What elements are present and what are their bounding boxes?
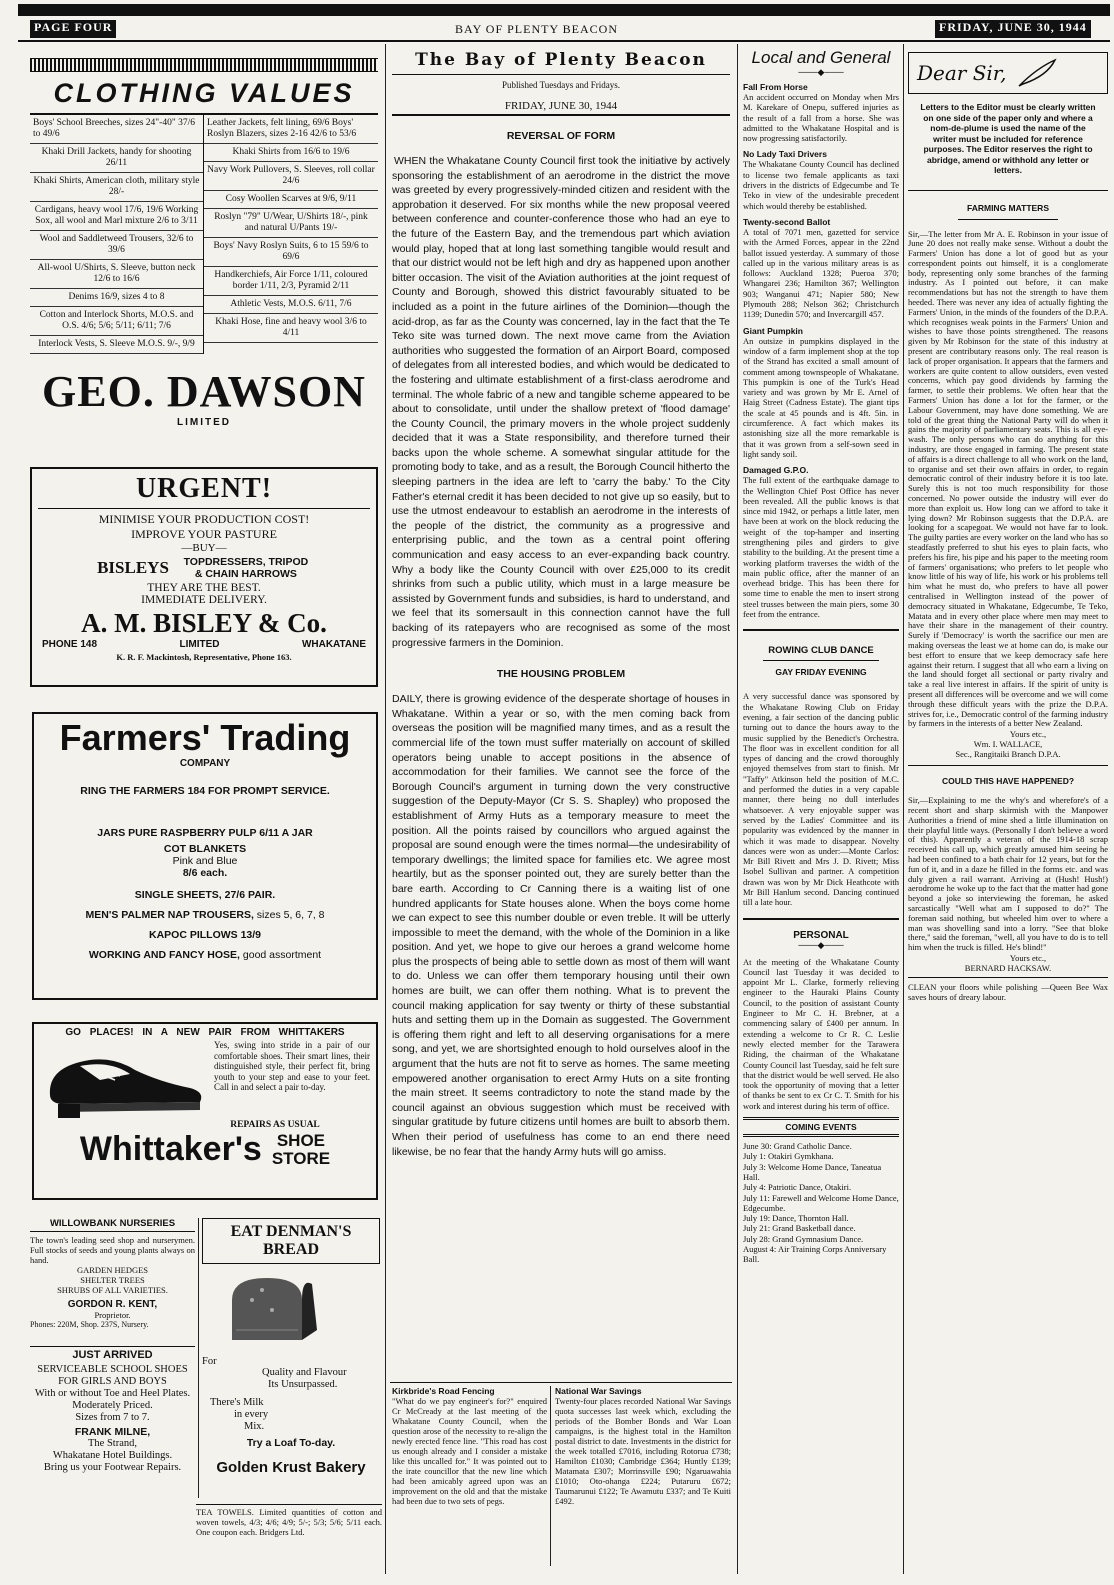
clothing-item: Leather Jackets, felt lining, 69/6 Boys' Roslyn Blazers, sizes 2-16 42/6 to 53/6: [204, 115, 378, 144]
ad-line: Its Unsurpassed.: [268, 1379, 338, 1390]
bread-loaf-icon: [222, 1270, 322, 1352]
ad-line: THEY ARE THE BEST.: [147, 582, 261, 594]
dear-sir-logo: [908, 52, 1108, 94]
ad-line: Moderately Priced.: [72, 1400, 153, 1411]
clothing-item: Cosy Woollen Scarves at 9/6, 9/11: [204, 191, 378, 209]
clothing-item: Khaki Shirts, American cloth, military style 28/-: [30, 173, 203, 202]
publication-note: Published Tuesdays and Fridays.: [501, 80, 620, 90]
ad-line: WORKING AND FANCY HOSE,: [88, 949, 240, 961]
signature: Sec., Rangitaiki Branch D.P.A.: [955, 749, 1061, 760]
ad-line: MINIMISE YOUR PRODUCTION COST!: [98, 512, 310, 526]
column-rule: [737, 44, 738, 1574]
article-headline: ROWING CLUB DANCE: [768, 645, 874, 657]
clothing-item: Khaki Drill Jackets, handy for shooting 26/11: [30, 144, 203, 173]
column-rule: [385, 44, 386, 1574]
article-body: A very successful dance was sponsored by the Whakatane Rowing Club on Friday evening, a fair section of the dancing public turning out to dance the hours away to the music supplied by the Benedict's Orchestra. The floor was in excellent condition for all types of dancing and the crowd thoroughly enjoyed themselves from start to finish. Mr "Taffy" Atkinson held the position of M.C. and performed the duties in a very capable manner, there being no dull interludes whatsoever. A very enjoyable supper was served by the Ladies' Committee and its popularity was evidenced by the manner in which it was made to disappear. Novelty dances were won as under:—Monte Carlos: Mr Bill Rivett and Mrs J. D. Rivett; Miss Isobel Sullivan and partner. A competition drawn was won by Mr Dick Heathcote with Mr Bill Hanlum second. Dancing continued till a late hour.: [743, 691, 899, 908]
ad-line: Sizes from 7 to 7.: [75, 1412, 150, 1423]
article-body: An outsize in pumpkins displayed in the window of a farm implement shop at the top of the Strand has excited a small amount of comment among townspeople of Whakatane. This pumpkin is one of the Turk's Head variety and was grown by Mr E. Arnel of Haig Street (Cadness Estate). The giant tips the scale at 45 pounds and is 4ft. 5in. in circumference. A fact which makes its astonishing size all the more remarkable is that it was grown from a self-sown seed in light sandy soil.: [743, 335, 899, 459]
tea-towels-ad: [196, 1504, 382, 1564]
ad-line: WHAKATANE: [301, 639, 366, 650]
ad-line: SHOE: [276, 1130, 326, 1150]
ad-line: JARS PURE RASPBERRY PULP 6/11 A JAR: [97, 827, 313, 839]
article-headline: Twenty-second Ballot: [743, 216, 831, 227]
article-subhead: GAY FRIDAY EVENING: [775, 667, 867, 678]
phone: PHONE 148: [42, 639, 98, 650]
ad-line: in every: [234, 1409, 269, 1420]
ad-line: 8/6 each.: [182, 867, 228, 879]
article-headline: COMING EVENTS: [785, 1122, 857, 1133]
representative: K. R. F. Mackintosh, Representative, Phone 163.: [116, 652, 292, 662]
denman-bread-ad: [202, 1218, 380, 1498]
section-title: Local and General: [751, 48, 891, 67]
letter-body: Sir,—Explaining to me the why's and wherefore's of a recent short and sharp skirmish with the Manpower Authorities a friend of mine shed a little illumination on their playful little ways. (Personally I don't believe a word of this). Apparently a veteran of the 1914-18 scrap received his call up, which greatly amused him seeing he had been confined to a bath chair for 12 years, but for the fun of it, and in a daze he filled in the forms etc. and was duly given a rail warrant. Arriving at (Hush! Hush!) aerodrome he woke up to the fact that the matter had gone beyond a joke so interviewing the foreman, he asked sarcastically "Well what am I supposed to do?" The foreman said nothing, but wheeled him over to where a man was shovelling sand into a lorry. "See that bloke there," said the foreman, "well, all you have to do is to tell him when the truck is filled. He's blind!": [908, 795, 1108, 953]
divider-ornament: ───◆───: [798, 67, 844, 77]
signature: Yours etc.,: [1009, 729, 1047, 740]
small-ad: CLEAN your floors while polishing —Queen Bee Wax saves hours of dreary labour.: [908, 981, 1108, 1002]
event-item: July 28: Grand Gymnasium Dance.: [743, 1233, 864, 1244]
letters-column: [908, 52, 1108, 1582]
article-body: The full extent of the earthquake damage to the Wellington Chief Post Office has never been revealed. All the public knows is that since mid 1942, or perhaps a little later, men have been at work on the block reducing the weight of the top-hamper and inserting strengthening piles and girders to give stability to the building. At the present time a working platform traverses the width of the main public office, after the manner of an overhead bridge. This has been there for some time to enable the men to insert strong steel trusses between the main piers, some 30 feet from the entrance.: [743, 475, 899, 620]
firm-name: A. M. BISLEY & Co.: [81, 608, 327, 638]
clothing-item: Cotton and Interlock Shorts, M.O.S. and O.S. 4/6; 5/6; 5/11; 6/11; 7/6: [30, 307, 203, 336]
event-item: July 11: Farewell and Welcome Home Dance, Edgecumbe.: [743, 1192, 899, 1213]
ad-line: The Strand,: [88, 1438, 137, 1449]
clothing-item: All-wool U/Shirts, S. Sleeve, button neck 12/6 to 16/6: [30, 260, 203, 289]
ad-title: WILLOWBANK NURSERIES: [30, 1218, 195, 1232]
ad-line: good assortment: [242, 949, 322, 961]
event-item: July 21: Grand Basketball dance.: [743, 1223, 856, 1234]
ad-line: With or without Toe and Heel Plates.: [34, 1388, 191, 1399]
clothing-item: Cardigans, heavy wool 17/6, 19/6 Working Sox, all wool and Marl mixture 2/6 to 3/11: [30, 202, 203, 231]
store-sub: LIMITED: [177, 417, 231, 428]
editorial-column: [392, 50, 730, 1350]
ad-line: Mix.: [244, 1421, 265, 1432]
ad-line: LIMITED: [179, 639, 220, 650]
ad-line: COT BLANKETS: [163, 843, 247, 855]
article-body: Twenty-four places recorded National War Savings quota successes last week which, excluding the periods of the Bomber Bonds and War Loan campaigns, is the highest total in the Hamilton postal district to date. Investments in the district for the week totalled £7016, including Rotorua £738; Hamilton £1030; Cambridge £364; Huntly £139; Matamata £307; Morrinsville £90; Ngaruawahia £1010; Oto-ohanga £224; Putaruru £672; Taumarunui £122; Te Awamutu £337; and Te Kuiti £492.: [555, 1396, 731, 1506]
event-item: July 3: Welcome Home Dance, Taneatua Hall.: [743, 1161, 882, 1182]
store-name: Whittaker's: [79, 1130, 262, 1168]
ad-line: Whakatane Hotel Buildings.: [52, 1450, 173, 1461]
ad-body: TEA TOWELS. Limited quantities of cotton and woven towels, 4/3; 4/6; 4/9; 5/-; 5/3; 5/6; 5/11 each. One coupon each. Bridgers Ltd.: [196, 1507, 382, 1537]
column-rule: [550, 1386, 551, 1566]
article-headline: REVERSAL OF FORM: [506, 130, 616, 142]
article-body: WHEN the Whakatane County Council first took the initiative by actively sponsoring the establishment of an aerodrome in the district the move was greeted by every progressively-minded citizen and resident with the approbation it deserved. For six months while the new proposal veered between conference and counter-conference those who had an eye to the future of the Eastern Bay, and the tremendous part which aviation would play, hoped that at long last something tangible would result and that our district would not be left high and dry as happened upon another bitter occasion. The visit of the Aviation authorities at the joint request of County and Borough, showed this district favourably situated to be included as a point in the future airlines of the Dominion—though the acid-drop, as far as the County was concerned, lay in the fact that the Te Teko site was turned down. The next move came from the Aviation authorities who suggested the formation of an Airport Board, composed of delegates from all interested bodies, and which would be dedicated to the fostering and ultimate establishment of a first-class aerodrome and terminal. The whole fabric of a new and tangible scheme appeared to be about to consolidate, until under the shallow pretext of 'flood damage' the County Council, the primary movers in the whole project suddenly decided that it was a State responsibility, and therefore turned their backs upon the whole scheme. A somewhat singular attitude for the promoting body to take, and as a result, the Borough Council hitherto the sleeping partners in the idea are left to 'carry the baby.' To the City Father's eternal credit it has been decided to not give up so easily, but to use the utmost endeavour to establish an aerodrome in the interests of the people of the district, the community as a progressive and enterprising public, and the town as a central point offering communication and easy access to an ever-expanding back country. Why a body like the County Council with over £25,000 to its credit shrinks from such a public utility, which must in a large measure be assisted by Government funds and subsidies, is hard to understand, and we feel that its somersault in this connection cannot have the full backing of its ratepayers who are recognised as some of the most progressive farmers in the Dominion.: [392, 155, 730, 649]
ad-line: Bring us your Footwear Repairs.: [43, 1462, 182, 1473]
masthead-rule: [18, 40, 1110, 42]
ad-title: URGENT!: [135, 473, 273, 504]
proprietor-name: GORDON R. KENT,: [67, 1299, 158, 1310]
ad-line: STORE: [271, 1148, 331, 1168]
clothing-item: Interlock Vests, S. Sleeve M.O.S. 9/-, 9/9: [30, 336, 203, 354]
issue-date: FRIDAY, JUNE 30, 1944: [935, 20, 1091, 38]
section-rule: [390, 1382, 732, 1383]
signature: Wm. I. WALLACE,: [973, 739, 1043, 750]
article-headline: PERSONAL: [793, 929, 849, 941]
events-list: [743, 1141, 899, 1265]
clothing-item: Handkerchiefs, Air Force 1/11, coloured border 1/11, 2/3, Pyramid 2/11: [204, 267, 378, 296]
clothing-item: Athletic Vests, M.O.S. 6/11, 7/6: [204, 296, 378, 314]
ad-title: CLOTHING VALUES: [53, 78, 355, 108]
ad-line: KAPOC PILLOWS 13/9: [148, 929, 262, 941]
ad-line: MEN'S PALMER NAP TROUSERS,: [85, 909, 254, 921]
article-headline: Giant Pumpkin: [743, 325, 803, 336]
signature: BERNARD HACKSAW.: [964, 962, 1052, 973]
war-savings-article: [555, 1386, 731, 1564]
ad-line: Try a Loaf To-day.: [246, 1437, 336, 1449]
event-item: July 4: Patriotic Dance, Otakiri.: [743, 1182, 852, 1193]
bakery-name: Golden Krust Bakery: [216, 1459, 366, 1476]
ad-title: GO PLACES! IN A NEW PAIR FROM WHITTAKERS: [65, 1027, 345, 1038]
ad-title: EAT DENMAN'S BREAD: [202, 1218, 380, 1264]
ad-line: SHRUBS OF ALL VARIETIES.: [57, 1285, 168, 1295]
shoe-icon: [40, 1040, 210, 1120]
event-item: July 1: Otakiri Gymkhana.: [743, 1151, 834, 1162]
local-general-column: Local and General ───◆─── Fall From Horse An accident occurred on Monday when Mrs M. Karekare of Onepu, suffered injuries as the result of a fall from a horse. She was admitted to the Whakatane Hospital and is now progressing satisfactorily. No Lady Taxi Drivers The Whakatane County Council has declined to license two female applicants as taxi drivers in the districts of Edgecumbe and Te Teko in view of the undesirable precedent which would thereby be established. Twenty-second Ballot A total of 7071 men, gazetted for service with the Armed Forces, appear in the 22nd ballot issued yesterday. A summary of those called up in the various military areas is as follows: Auckland 1328; Pueroa 370; Whangarei 236; Hamilton 367; Wellington 903; Wanganui 471; Napier 580; New Plymouth 288; Nelson 362; Christchurch 1139; Dunedin 570; and Invercargill 457. Giant Pumpkin An outsize in pumpkins displayed in the window of a farm implement shop at the top of the Strand has excited a small amount of comment among townspeople of Whakatane. This pumpkin is one of the Turk's Head variety and was grown by Mr E. Arnel of Haig Street (Cadness Estate). The giant tips the scale at 45 pounds and is 4ft. 5in. in circumference. A fact which makes its astonishing size all the more remarkable is that it was grown from a self-sown seed in light sandy soil. Damaged G.P.O. The full extent of the earthquake damage to the Wellington Chief Post Office has never been revealed. All the public knows is that since mid 1942, or perhaps a little later, men have been at work on the block reducing the weight of the top-hamper and inserting strengthening piles and girders to give stability to the building. At the present time a working platform traverses the width of the main public office, after the manner of an overhead bridge. This has been there for some time to enable the men to insert strong steel trusses between the main piers, some 30 feet from the entrance. ROWING CLUB DANCE GAY FRIDAY EVENING A very successful dance was sponsored by the Whakatane Rowing Club on Friday evening, a fair section of the dancing public turning out to dance the hours away to the music supplied by the Benedict's Orchestra. The floor was in excellent condition for all types of dancing and the crowd thoroughly enjoyed themselves from start to finish. Mr "Taffy" Atkinson held the position of M.C. and performed the duties in a very capable manner, there being no dull interludes whatsoever. A very enjoyable supper was served by the Ladies' Committee and its popularity was evidenced by the manner in which it was made to disappear. Novelty dances were won as under:—Monte Carlos: Mr Bill Rivett and Mrs J. D. Rivett; Miss Isobel Sullivan and partner. A competition drawn was won by Mr Dick Heathcote with Mr Bill Hanlum second. Dancing continued till a late hour. PERSONAL ───◆─── At the meeting of the Whakatane County Council last Tuesday it was decided to appoint Mr L. Clarke, formerly relieving engineer to the Hauraki Plains County Council, to the position of assistant County Engineer to Mr C. H. Brebner, at a commencing salary of £400 per annum. In extending a welcome to Cr R. C. Leslie newly elected member for the Tarawera Riding, the chairman of the Whakatane County Council last Tuesday, said he felt sure that the district would be well served. He also took the opportunity of moving that a letter of thanks be sent to ex Cr C. T. Smith for his work and interest during his term of office. COMING EVENTS June 30: Grand Catholic Dance. July 1: Otakiri Gymkhana. July 3: Welcome Home Dance, Taneatua Hall. July 4: Patriotic Dance, Otakiri. July 11: Farewell and Welcome Home Dance, Edgecumbe. July 19: Dance, Thornton Hall. July 21: Grand Basketball dance. July 28: Grand Gymnasium Dance. August 4: Air Training Corps Anniversary Ball.: [743, 48, 899, 1265]
ad-line: TOPDRESSERS, TRIPOD & CHAIN HARROWS: [183, 556, 309, 580]
farmers-trading-ad: [32, 712, 378, 1002]
logo-text: Dear Sir,: [917, 61, 1007, 85]
article-headline: National War Savings: [555, 1386, 642, 1396]
letters-note: Letters to the Editor must be clearly written on one side of the paper only and where a nom-de-plume is used the name of the writer must be included for reference purposes. The Editor reserves the right to abridge, amend or withhold any letter or letters.: [920, 102, 1096, 175]
ad-title: JUST ARRIVED: [72, 1349, 153, 1361]
ad-line: SERVICEABLE SCHOOL SHOES FOR GIRLS AND BOYS: [37, 1364, 188, 1387]
brand-name: BISLEYS: [97, 558, 169, 577]
whittakers-ad: [32, 1022, 378, 1202]
ad-line: SINGLE SHEETS, 27/6 PAIR.: [134, 889, 276, 901]
signature: Yours etc.,: [1009, 952, 1047, 963]
clothing-item: Khaki Hose, fine and heavy wool 3/6 to 4/11: [204, 314, 378, 343]
ad-line: IMMEDIATE DELIVERY.: [141, 594, 267, 606]
clothing-item: Denims 16/9, sizes 4 to 8: [30, 289, 203, 307]
ad-line: GARDEN HEDGES: [76, 1265, 149, 1275]
ad-line: Pink and Blue: [172, 855, 238, 867]
article-headline: FARMING MATTERS: [966, 202, 1049, 213]
article-body: "What do we pay engineer's for?" enquired Cr McCready at the last meeting of the Whakatane County Council, when the question arose of the necessity to re-align the newly erected fence line. "This road has cost us enough already and I consider a mistake like this uncalled for." It was pointed out to the irate councillor that the new line which had been amicably agreed upon was an improvement on the old and that the mistake had been due to two sets of pegs.: [392, 1396, 547, 1506]
ad-body: The town's leading seed shop and nurserymen. Full stocks of seeds and young plants always on hand.: [30, 1235, 195, 1265]
editorial-logo: The Bay of Plenty Beacon: [415, 50, 707, 70]
article-body: An accident occurred on Monday when Mrs M. Karekare of Onepu, suffered injuries as the result of a fall from a horse. She was admitted to the Whakatane Hospital and is now progressing satisfactorily.: [743, 92, 899, 144]
clothing-item: Roslyn "79" U/Wear, U/Shirts 18/-, pink and natural U/Pants 19/-: [204, 209, 378, 238]
ad-line: SHELTER TREES: [80, 1275, 145, 1285]
quill-icon: [1017, 58, 1057, 88]
article-body: At the meeting of the Whakatane County Council last Tuesday it was decided to appoint Mr L. Clarke, formerly relieving engineer to the Hauraki Plains County Council, to the position of assistant County Engineer to Mr C. H. Brebner, at a commencing salary of £400 per annum. In extending a welcome to Cr R. C. Leslie newly elected member for the Tarawera Riding, the chairman of the Whakatane County Council last Tuesday, said he felt sure that the district would be well served. He also took the opportunity of moving that a letter of thanks be sent to ex Cr C. T. Smith for his work and interest during his term of office.: [743, 956, 899, 1111]
event-item: July 19: Dance, Thornton Hall.: [743, 1213, 849, 1224]
page-number: PAGE FOUR: [30, 20, 116, 38]
article-body: A total of 7071 men, gazetted for service with the Armed Forces, appear in the 22nd ballot issued yesterday. A summary of those called up in the various military areas is as follows: Auckland 1328; Pueroa 370; Whangarei 236; Hamilton 367; Wellington 903; Wanganui 471; Napier 580; New Plymouth 288; Nelson 362; Christchurch 1139; Dunedin 570; and Invercargill 457.: [743, 226, 899, 320]
proprietor-name: FRANK MILNE,: [74, 1426, 151, 1438]
fencing-article: [392, 1386, 547, 1564]
clothing-item: Wool and Saddletweed Trousers, 32/6 to 39/6: [30, 231, 203, 260]
ad-line: REPAIRS AS USUAL: [230, 1120, 320, 1130]
ad-title: Farmers' Trading: [59, 717, 351, 758]
article-body: DAILY, there is growing evidence of the desperate shortage of houses in Whakatane. Within a year or so, with the men coming back from overseas the position will be magnified many times, and as a result the commercial life of the town must suffer materially on account of skilled operators being unable to accept positions in the absence of accommodation for their families. We cannot see the force of the Borough Council's argument in turning down the very constructive suggestion of the Deputy-Mayor (Cr S. S. Shapley) who proposed the establishment of Army Huts as a temporary measure to meet the position. All the points raised by councillors who argued against the proposal are sound enough were the times normal—the undesirability of temporary dwellings; the limited space for families etc. We agree most heartily, but as the sponser pointed out, they are surely better than the bare earth. According to Cr Canning there is a waiting list of one hundred applicants for State houses alone. When the boys come home we can expect to see this number double or even treble. It will be utterly impossible to meet the demand, with the whole of the Dominion in a like position. And yet, we hope to give our heroes a grand welcome home plus the prospects of being able to settle down as most of them will want to do. Unless we can offer them temporary housing until their own homes are built, we can offer them nothing. What is to prevent the council making application for say twenty or thirty of these substantial huts and setting them up in the Domain as suggested. The Government is offering them right and left to all deserving organisations for a mere song, and yet, we are shortsighted enough to hold ourselves aloof in the argument that the huts are not fit to serve as homes. The same meeting empowered another organisation to erect Army Huts on a site fronting the main street. It seems contradictory to note the stand made by the council against an obvious suggestion which must be received with singular gratitude by future citizens until homes are built to absorb them. When their period of usefulness has come to an end there need likewise, be no fear that the handy Army huts will go amiss.: [392, 693, 730, 1158]
clothing-list-left: [30, 115, 204, 354]
article-headline: Damaged G.P.O.: [743, 465, 809, 476]
letter-body: Sir,—The letter from Mr A. E. Robinson in your issue of June 20 does not really make sense. Without a doubt the Farmers' Union has done a lot of good but as your correspondent points out himself, it is a conglomerate body, representing only some branches of the farming industry. As I pointed out before, it can make recommendations but has not the strength to have them heeded. There was never any idea of actually fighting the Farmers' Union, in the minds of the founders of the D.P.A. which recognises weak points in the Farmers' Union and wishes to have those points strengthened. The reasons given by Mr Robinson for the state of this industry at present are contributary reasons only. The real reason is lack of proper organisation. It appears that the farmers and workers are quite content to allow outsiders, even vested concerns, which pay good dividends by farming the farmer, to settle their problems. We often hear that the Farmers' Union has done a lot for the farmer, or the Labour Government, may have done something. We are told of the great thing the National Party will do when it gains the majority of parliamentary seats. This is all eye-wash. The only persons who can do anything for this industry, are those engaged in farming. The present state of affairs is a direct challenge to all who work on the land, to organise and set their own affairs in order, to regain democratic control of their industry before it is too late. Surely this is not too much responsibility for those concerned. No power outside the industry will ever do more than exploit us. How long can we afford to take it lying down? Mr Robinson suggests that the D.P.A. are looking for a scapegoat. We would not have far to look. The guilty parties are every worker on the land who has so steadfastly preferred to shut his eyes to plain facts, who prefers his fire, his pipe and his paper to the meeting room of farmers' organisations; who prefers to let people who know little of his way of life, his work or his problems tell him what he must do, who prefers to have all power centralised in Wellington instead of the power of democracy situated in Whakatane, Edgecumbe, Te Teko, Matata and in every other place where men may meet to have their share in the management of their country. Surely if 'Democracy' is worth the sacrifice our men are making overseas the least we at home can do, is make our best effort to ensure that we keep democracy safe here against their return. I suggest that all who earn a living on the land should forget all sectional or party rivalry and take a real live interest in affairs. If the spirit of unity is present all differences will be overcome and we will come through these difficult years with the prize the D.P.A. strives for, i.e., Democratic control of the farming industry by farmers in the interests of a better New Zealand.: [908, 228, 1108, 729]
event-item: June 30: Grand Catholic Dance.: [743, 1141, 852, 1152]
store-name: GEO. DAWSON: [42, 367, 366, 416]
clothing-item: Khaki Shirts from 16/6 to 19/6: [204, 144, 378, 162]
clothing-values-ad: [30, 58, 378, 433]
article-headline: Kirkbride's Road Fencing: [392, 1386, 495, 1396]
editorial-date: FRIDAY, JUNE 30, 1944: [504, 100, 618, 112]
masthead-bar: [18, 4, 1110, 16]
ad-line: Phones: 220M, Shop. 237S, Nursery.: [30, 1320, 149, 1329]
local-items: [743, 82, 899, 619]
willowbank-ad: [30, 1218, 195, 1338]
column-rule: [198, 1218, 199, 1498]
ad-body: Yes, swing into stride in a pair of our comfortable shoes. Their smart lines, their distinguished style, their perfect fit, bring youth to your step and ease to your feet. Call in and select a pair to-day.: [214, 1040, 370, 1092]
ad-line: Quality and Flavour: [262, 1367, 347, 1378]
clothing-item: Boys' School Breeches, sizes 24"-40" 37/6 to 49/6: [30, 115, 203, 144]
ad-line: Proprietor.: [94, 1310, 131, 1320]
ad-line: RING THE FARMERS 184 FOR PROMPT SERVICE.: [80, 785, 330, 797]
clothing-item: Navy Work Pullovers, S. Sleeves, roll collar 24/6: [204, 162, 378, 191]
clothing-list-right: [204, 115, 378, 354]
paper-name: BAY OF PLENTY BEACON: [455, 22, 619, 36]
article-body: The Whakatane County Council has declined to license two female applicants as taxi drivers in the districts of Edgecumbe and Te Teko in view of the undesirable precedent which would thereby be established.: [743, 159, 899, 211]
bisley-ad: URGENT! MINIMISE YOUR PRODUCTION COST! IMPROVE YOUR PASTURE —BUY— BISLEYS TOPDRESSERS, TRIPOD & CHAIN HARROWS THEY ARE THE BEST. IMMEDIATE DELIVERY. A. M. BISLEY & Co. PHONE 148 LIMITED WHAKATANE K. R. F. Mackintosh, Representative, Phone 163.: [30, 467, 378, 689]
ad-line: For: [202, 1356, 217, 1367]
article-headline: Fall From Horse: [743, 82, 808, 92]
ad-line: COMPANY: [179, 758, 231, 769]
article-headline: THE HOUSING PROBLEM: [496, 668, 626, 681]
decorative-stripe: [30, 58, 378, 72]
ad-line: IMPROVE YOUR PASTURE: [131, 527, 277, 541]
article-headline: COULD THIS HAVE HAPPENED?: [941, 776, 1075, 787]
column-rule: [903, 44, 904, 1574]
article-headline: No Lady Taxi Drivers: [743, 149, 827, 160]
milne-ad: [30, 1346, 195, 1526]
clothing-item: Boys' Navy Roslyn Suits, 6 to 15 59/6 to 69/6: [204, 238, 378, 267]
event-item: August 4: Air Training Corps Anniversary Ball.: [743, 1244, 887, 1265]
ad-line: There's Milk: [210, 1397, 264, 1408]
ad-line: BUY: [192, 542, 216, 554]
ad-line: sizes 5, 6, 7, 8: [256, 909, 325, 921]
